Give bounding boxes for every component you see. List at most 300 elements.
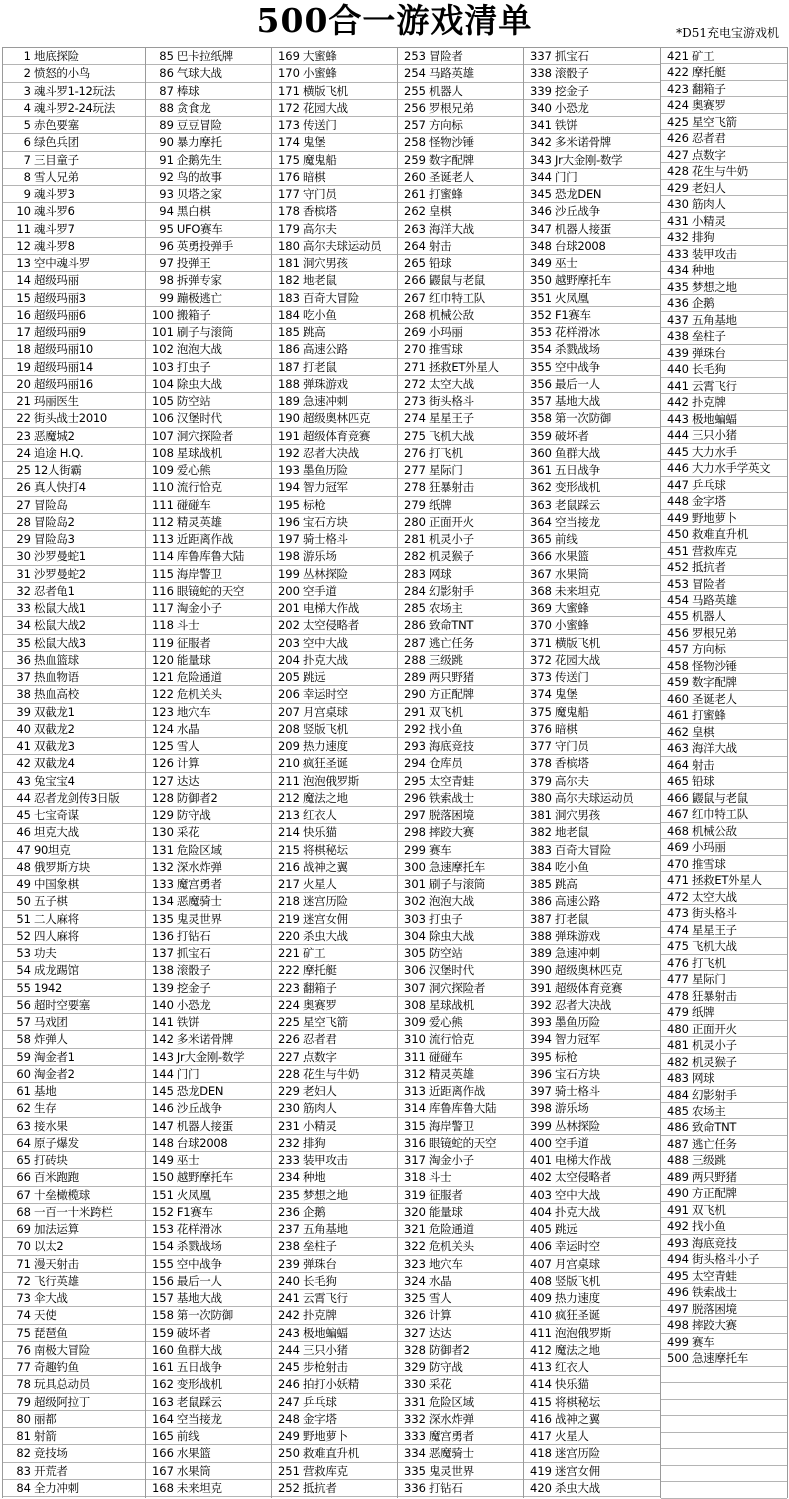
table-row	[398, 962, 523, 979]
game-title: 传送门	[555, 670, 589, 684]
game-title: 铁饼	[555, 118, 578, 132]
table-row	[398, 1014, 523, 1031]
game-title: 三目童子	[34, 152, 79, 167]
game-title: 长毛狗	[691, 362, 726, 377]
game-title: 脱落困境	[691, 1301, 737, 1316]
game-number: 292	[404, 721, 426, 736]
game-title: 守门员	[555, 739, 589, 753]
table-row	[3, 1256, 145, 1273]
table-row	[398, 1187, 523, 1204]
table-row	[661, 691, 787, 707]
game-number: 104	[151, 376, 174, 391]
table-row	[661, 608, 787, 624]
table-row	[272, 1083, 397, 1100]
table-row	[661, 493, 787, 509]
game-title: 全力冲刺	[34, 1480, 79, 1495]
table-row	[524, 307, 660, 324]
table-row	[661, 1004, 787, 1020]
table-row	[146, 790, 271, 807]
game-number: 313	[404, 1084, 426, 1098]
table-row	[272, 704, 397, 721]
game-number: 358	[530, 411, 552, 426]
game-title: 鬼堡	[555, 687, 578, 702]
table-row	[524, 117, 660, 134]
game-title: 筋肉人	[691, 197, 726, 212]
table-row	[524, 497, 660, 514]
game-number: 397	[530, 1084, 552, 1098]
game-title: 宝石方块	[555, 1066, 600, 1081]
table-row	[661, 839, 787, 855]
table-row	[146, 548, 271, 565]
game-title: 排狗	[302, 1135, 326, 1150]
table-row	[398, 48, 523, 65]
table-row	[3, 169, 145, 186]
game-title: 企鹅	[691, 296, 715, 311]
game-title: 能量球	[176, 652, 211, 667]
game-number: 197	[277, 532, 300, 546]
table-row	[272, 1463, 397, 1480]
game-number: 171	[277, 83, 300, 98]
game-number: 74	[16, 1308, 31, 1323]
game-number: 52	[16, 928, 31, 943]
table-row	[3, 1290, 145, 1307]
game-title: 冒险者	[691, 576, 726, 591]
game-number: 424	[667, 98, 689, 113]
table-row	[3, 686, 145, 703]
table-row	[3, 134, 145, 151]
game-number: 323	[404, 1256, 426, 1271]
game-number: 374	[530, 687, 552, 702]
table-row	[524, 1031, 660, 1048]
game-title: 忍者君	[302, 1032, 337, 1047]
game-title: 天使	[34, 1308, 57, 1323]
game-number: 351	[530, 290, 552, 305]
game-number: 17	[16, 325, 31, 339]
game-title: 四人麻将	[34, 928, 79, 943]
table-row	[661, 641, 787, 657]
table-row	[398, 997, 523, 1014]
game-title: 极地蝙蝠	[302, 1325, 348, 1340]
game-number: 465	[667, 774, 689, 789]
table-row	[3, 1066, 145, 1083]
table-row	[661, 477, 787, 493]
game-number: 453	[667, 576, 689, 591]
table-row	[524, 324, 660, 341]
table-row	[524, 1135, 660, 1152]
table-row	[661, 790, 787, 806]
game-title: 街头战士2010	[34, 411, 107, 426]
game-number: 392	[530, 997, 552, 1012]
game-number: 480	[667, 1021, 689, 1036]
game-title: 杀虫大战	[302, 928, 348, 943]
game-number: 304	[404, 928, 426, 943]
game-number: 487	[667, 1136, 689, 1151]
table-row	[146, 721, 271, 738]
table-row	[524, 928, 660, 945]
table-row	[524, 1290, 660, 1307]
game-number: 10	[16, 204, 31, 219]
game-number: 101	[151, 325, 174, 339]
table-row	[524, 359, 660, 376]
game-title: 洞穴男孩	[302, 256, 348, 270]
game-number: 260	[404, 169, 426, 184]
game-title: 豆豆冒险	[176, 118, 222, 132]
game-title: 防空站	[428, 946, 463, 960]
game-number: 137	[151, 946, 174, 960]
game-title: 超级玛丽6	[34, 307, 86, 322]
table-row	[398, 911, 523, 928]
game-number: 468	[667, 823, 689, 838]
table-row	[3, 1152, 145, 1169]
game-title: 打钻石	[428, 1480, 463, 1495]
game-number	[661, 1400, 691, 1415]
table-row	[146, 945, 271, 962]
game-number: 139	[151, 980, 174, 995]
game-title: 海洋大战	[428, 221, 474, 236]
game-number	[661, 1416, 691, 1431]
game-number: 408	[530, 1273, 552, 1288]
game-number: 143	[151, 1049, 174, 1064]
game-number: 342	[530, 135, 552, 150]
game-number: 166	[151, 1446, 174, 1461]
game-title: 高速公路	[302, 342, 348, 357]
table-row	[524, 186, 660, 203]
game-title: 地老鼠	[555, 825, 589, 840]
game-title: 沙罗曼蛇1	[34, 549, 86, 564]
game-title: 野地萝卜	[691, 510, 737, 525]
game-number: 262	[404, 204, 426, 219]
table-row	[272, 1066, 397, 1083]
game-number: 176	[277, 169, 300, 184]
table-row	[661, 625, 787, 641]
game-number: 407	[530, 1256, 552, 1271]
table-row	[272, 1480, 397, 1497]
game-title: 射击	[691, 757, 715, 772]
table-row	[3, 1169, 145, 1186]
game-number: 402	[530, 1170, 552, 1185]
game-title: 十垒橄榄球	[34, 1187, 90, 1202]
game-number: 363	[530, 497, 552, 512]
game-title: 松鼠大战3	[34, 635, 86, 650]
game-title: 雪人	[176, 739, 200, 753]
table-row	[398, 1342, 523, 1359]
table-row	[146, 410, 271, 427]
game-title: 花样滑冰	[555, 325, 600, 339]
game-title: 搬箱子	[176, 307, 211, 322]
game-number: 416	[530, 1411, 552, 1426]
table-row	[398, 1445, 523, 1462]
table-row	[524, 1376, 660, 1393]
table-row	[146, 824, 271, 841]
game-title: 海岸警卫	[176, 566, 222, 581]
table-row	[272, 272, 397, 289]
table-row	[524, 48, 660, 65]
table-row	[3, 1100, 145, 1117]
table-row	[661, 378, 787, 394]
table-row	[661, 1054, 787, 1070]
game-title: 跳远	[302, 670, 326, 684]
game-title: 两只野猪	[428, 670, 474, 684]
game-number: 306	[404, 963, 426, 978]
game-number: 119	[151, 635, 174, 650]
table-row	[272, 117, 397, 134]
table-row	[3, 393, 145, 410]
game-title: 小精灵	[302, 1118, 337, 1133]
table-row	[272, 221, 397, 238]
table-row	[661, 988, 787, 1004]
table-row	[398, 83, 523, 100]
game-title: 除虫大战	[176, 376, 222, 391]
game-number: 474	[667, 922, 689, 937]
game-title: 魔法之地	[555, 1342, 600, 1357]
game-number: 58	[16, 1032, 31, 1047]
game-number: 287	[404, 635, 426, 650]
table-row	[146, 100, 271, 117]
game-title: 战神之翼	[555, 1411, 600, 1426]
game-title: 鱼群大战	[555, 445, 600, 460]
game-title: 忍者龟1	[34, 583, 75, 598]
table-row	[524, 1445, 660, 1462]
game-number: 51	[16, 911, 31, 926]
game-title: 高速公路	[555, 894, 600, 909]
game-number: 413	[530, 1360, 552, 1374]
table-row	[661, 872, 787, 888]
game-number: 218	[277, 894, 300, 909]
table-row	[3, 755, 145, 772]
game-number: 72	[16, 1273, 31, 1288]
table-row	[272, 238, 397, 255]
game-number: 242	[277, 1308, 300, 1323]
game-number: 126	[151, 756, 174, 771]
table-row	[524, 1325, 660, 1342]
table-row	[3, 1376, 145, 1393]
table-row	[146, 531, 271, 548]
game-title: 老妇人	[691, 180, 726, 195]
table-row	[146, 203, 271, 220]
game-title: 大蜜蜂	[302, 49, 337, 63]
game-number: 60	[16, 1066, 31, 1081]
table-row	[524, 1480, 660, 1497]
game-title: 流行恰克	[176, 480, 222, 495]
game-number: 233	[277, 1153, 300, 1167]
game-title: 垒柱子	[691, 329, 726, 344]
game-title: 台球2008	[176, 1135, 228, 1150]
game-title: 星星王子	[691, 922, 737, 937]
game-number: 326	[404, 1308, 426, 1323]
game-number: 70	[16, 1239, 31, 1254]
game-number: 425	[667, 114, 689, 129]
game-number: 309	[404, 1015, 426, 1029]
game-title: 星星王子	[428, 411, 474, 426]
table-row	[3, 272, 145, 289]
game-number: 88	[159, 100, 174, 115]
table-row	[661, 394, 787, 410]
game-number: 118	[151, 618, 174, 633]
game-title: 打虫子	[428, 911, 463, 926]
game-number: 417	[530, 1429, 552, 1443]
table-row	[398, 255, 523, 272]
game-title: 海岸警卫	[428, 1118, 474, 1133]
game-title: 魂斗罗7	[34, 221, 75, 236]
game-number: 496	[667, 1285, 689, 1300]
game-number: 5	[23, 118, 31, 132]
game-number: 38	[16, 687, 31, 702]
table-row	[524, 290, 660, 307]
game-title: 水晶	[176, 721, 200, 736]
table-row	[146, 479, 271, 496]
table-row	[3, 1238, 145, 1255]
table-row	[272, 203, 397, 220]
game-title: 脱落困境	[428, 808, 474, 822]
game-title: 高尔夫	[302, 221, 337, 236]
table-row	[661, 592, 787, 608]
game-number: 219	[277, 911, 300, 926]
table-row	[146, 1273, 271, 1290]
game-number: 375	[530, 704, 552, 719]
table-row	[272, 962, 397, 979]
game-number: 64	[16, 1135, 31, 1150]
game-title: 基地大战	[555, 394, 600, 408]
game-number: 216	[277, 859, 300, 874]
table-row	[272, 1376, 397, 1393]
game-number: 269	[404, 325, 426, 339]
table-row	[661, 905, 787, 921]
game-number: 371	[530, 635, 552, 650]
game-number: 483	[667, 1071, 689, 1086]
game-number: 486	[667, 1120, 689, 1135]
game-title: 危机关头	[428, 1239, 474, 1254]
game-number: 63	[16, 1118, 31, 1133]
game-title: 急速摩托车	[428, 859, 485, 874]
game-title: 鬼灵世界	[428, 1463, 474, 1478]
game-number: 36	[16, 652, 31, 667]
game-title: 老鼠踩云	[176, 1394, 222, 1409]
game-title: 空中大战	[555, 1187, 600, 1202]
game-number: 473	[667, 906, 689, 921]
game-number: 73	[16, 1291, 31, 1305]
table-row	[398, 1066, 523, 1083]
game-number: 180	[277, 238, 300, 253]
table-row	[272, 1221, 397, 1238]
table-row	[3, 1118, 145, 1135]
table-row	[146, 1307, 271, 1324]
game-number: 268	[404, 307, 426, 322]
game-title: 机灵小子	[691, 1038, 737, 1053]
game-title: 冒险者	[428, 49, 463, 63]
game-number: 462	[667, 724, 689, 739]
game-number: 343	[530, 152, 552, 167]
game-number: 238	[277, 1239, 300, 1254]
game-number: 277	[404, 463, 426, 477]
game-title: 12人街霸	[34, 463, 82, 477]
game-title: 扑克大战	[302, 652, 348, 667]
game-title: 急速冲刺	[302, 394, 348, 408]
table-column	[3, 48, 146, 1498]
game-number: 273	[404, 394, 426, 408]
game-title: 绿色兵团	[34, 135, 79, 150]
table-row	[524, 134, 660, 151]
game-number: 55	[16, 980, 31, 995]
game-number: 220	[277, 928, 300, 943]
game-number: 179	[277, 221, 300, 236]
game-number: 98	[159, 273, 174, 288]
game-title: 红衣人	[555, 1360, 589, 1374]
game-title: 打蜜蜂	[691, 708, 726, 723]
game-title: 玛丽医生	[34, 394, 79, 408]
table-row	[146, 635, 271, 652]
game-number: 11	[16, 221, 31, 236]
table-row	[3, 221, 145, 238]
game-number: 48	[16, 859, 31, 874]
game-number: 42	[16, 756, 31, 771]
table-row	[661, 1433, 787, 1449]
game-title: 空中大战	[302, 635, 348, 650]
table-row	[661, 196, 787, 212]
table-row	[661, 81, 787, 97]
table-row	[398, 686, 523, 703]
game-number: 78	[16, 1377, 31, 1392]
game-number: 224	[277, 997, 300, 1012]
game-title: 爱心熊	[176, 463, 211, 477]
game-number: 2	[23, 66, 31, 81]
table-row	[524, 1273, 660, 1290]
game-number: 349	[530, 256, 552, 270]
game-number: 103	[151, 359, 174, 374]
game-title: 拯救ET外星人	[691, 873, 762, 888]
game-title: 街头格斗小子	[691, 1252, 760, 1267]
game-title: 越野摩托车	[555, 273, 611, 288]
game-title: 奥赛罗	[691, 98, 726, 113]
game-number: 356	[530, 376, 552, 391]
game-title: 超时空要塞	[34, 997, 90, 1012]
game-number: 282	[404, 549, 426, 564]
table-row	[524, 566, 660, 583]
game-number: 34	[16, 618, 31, 633]
game-title: 抓宝石	[555, 49, 589, 63]
game-title	[691, 1466, 787, 1481]
game-title: 俄罗斯方块	[34, 859, 90, 874]
game-title: 恶魔骑士	[428, 1446, 474, 1461]
game-number: 251	[277, 1463, 300, 1478]
table-row	[3, 152, 145, 169]
game-title: 圣诞老人	[691, 691, 737, 706]
table-row	[272, 842, 397, 859]
game-number: 203	[277, 635, 300, 650]
table-row	[661, 1449, 787, 1465]
game-title: 投弹王	[176, 256, 211, 270]
game-number: 442	[667, 395, 689, 410]
game-number: 454	[667, 592, 689, 607]
game-number: 138	[151, 963, 174, 978]
game-title: 迷宫女佣	[302, 911, 348, 926]
game-title: 竞技场	[34, 1446, 68, 1461]
table-row	[524, 83, 660, 100]
game-number	[661, 1433, 691, 1448]
game-title: 弹珠游戏	[555, 928, 600, 943]
game-number: 368	[530, 583, 552, 598]
table-row	[146, 893, 271, 910]
game-title: 忍者君	[691, 131, 726, 146]
table-row	[272, 255, 397, 272]
table-row	[146, 186, 271, 203]
game-number: 211	[277, 773, 300, 788]
table-row	[524, 583, 660, 600]
game-number: 435	[667, 279, 689, 294]
game-number: 199	[277, 566, 300, 581]
game-title: 高尔夫	[555, 773, 589, 788]
game-number: 31	[16, 566, 31, 581]
game-title: 标枪	[302, 497, 326, 512]
